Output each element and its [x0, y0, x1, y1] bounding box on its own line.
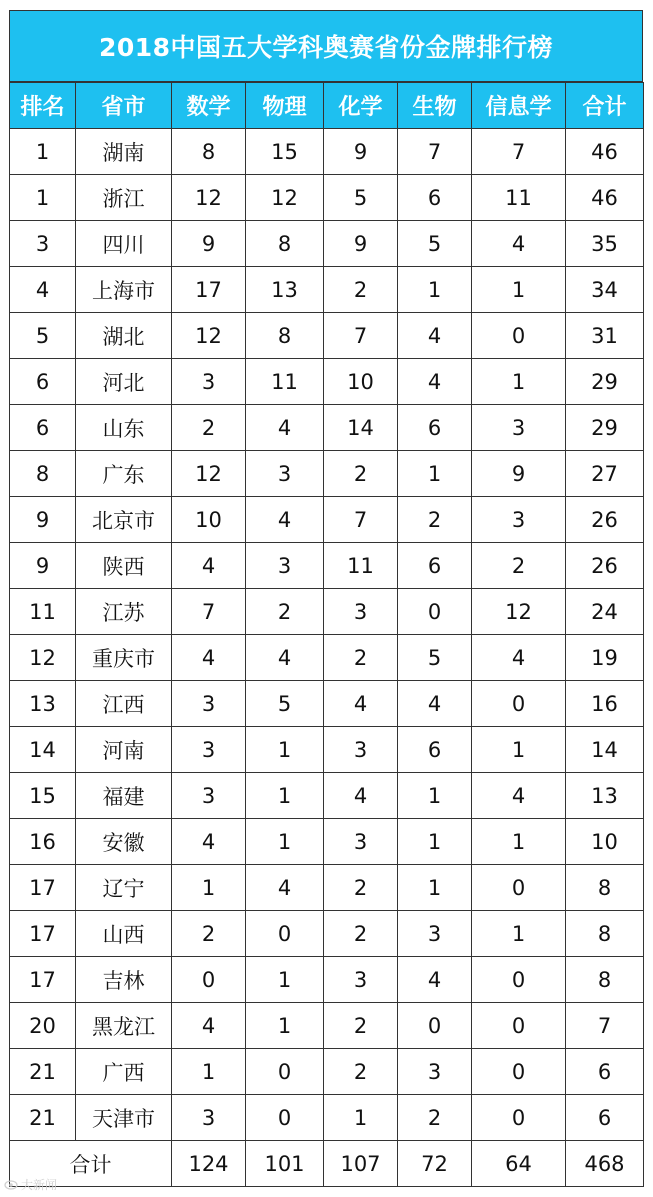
chemistry-cell: 10: [324, 359, 398, 405]
table-row: [10, 267, 644, 313]
math-cell: 4: [172, 635, 246, 681]
informatics-cell: 0: [472, 681, 566, 727]
informatics-cell: 0: [472, 1049, 566, 1095]
physics-cell: 1: [246, 819, 324, 865]
biology-cell: 5: [398, 221, 472, 267]
rank-cell: 14: [10, 727, 76, 773]
rank-cell: 21: [10, 1095, 76, 1141]
total-cell: 8: [566, 865, 644, 911]
informatics-cell: 1: [472, 727, 566, 773]
biology-cell: 1: [398, 451, 472, 497]
rank-cell: 11: [10, 589, 76, 635]
informatics-cell: 0: [472, 865, 566, 911]
province-cell: 重庆市: [76, 635, 172, 681]
biology-cell: 7: [398, 129, 472, 175]
math-cell: 3: [172, 1095, 246, 1141]
chemistry-cell: 7: [324, 497, 398, 543]
biology-cell: 6: [398, 727, 472, 773]
chemistry-cell: 2: [324, 865, 398, 911]
rank-cell: 1: [10, 129, 76, 175]
informatics-cell: 0: [472, 957, 566, 1003]
biology-cell: 3: [398, 1049, 472, 1095]
physics-cell: 1: [246, 957, 324, 1003]
chemistry-cell: 3: [324, 957, 398, 1003]
total-cell: 124: [172, 1141, 246, 1187]
chemistry-cell: 5: [324, 175, 398, 221]
province-cell: 广西: [76, 1049, 172, 1095]
physics-cell: 2: [246, 589, 324, 635]
header-row: [10, 83, 644, 129]
math-cell: 4: [172, 1003, 246, 1049]
province-cell: 浙江: [76, 175, 172, 221]
biology-cell: 1: [398, 773, 472, 819]
physics-cell: 5: [246, 681, 324, 727]
header-chemistry: 化学: [324, 83, 398, 129]
informatics-cell: 4: [472, 773, 566, 819]
informatics-cell: 1: [472, 359, 566, 405]
physics-cell: 13: [246, 267, 324, 313]
biology-cell: 1: [398, 267, 472, 313]
province-cell: 江苏: [76, 589, 172, 635]
physics-cell: 0: [246, 1095, 324, 1141]
total-cell: 19: [566, 635, 644, 681]
total-cell: 6: [566, 1049, 644, 1095]
rank-cell: 6: [10, 359, 76, 405]
total-cell: 16: [566, 681, 644, 727]
table-row: [10, 681, 644, 727]
table-row: [10, 1003, 644, 1049]
biology-cell: 6: [398, 543, 472, 589]
table-title: 2018中国五大学科奥赛省份金牌排行榜: [9, 10, 643, 82]
rank-cell: 5: [10, 313, 76, 359]
chemistry-cell: 3: [324, 727, 398, 773]
table-row: [10, 497, 644, 543]
total-cell: 14: [566, 727, 644, 773]
rank-cell: 12: [10, 635, 76, 681]
chemistry-cell: 4: [324, 773, 398, 819]
biology-cell: 1: [398, 819, 472, 865]
physics-cell: 0: [246, 1049, 324, 1095]
biology-cell: 0: [398, 589, 472, 635]
informatics-cell: 12: [472, 589, 566, 635]
chemistry-cell: 9: [324, 221, 398, 267]
table-row: [10, 451, 644, 497]
math-cell: 8: [172, 129, 246, 175]
total-label: 合计: [10, 1141, 172, 1187]
chemistry-cell: 4: [324, 681, 398, 727]
informatics-cell: 0: [472, 1095, 566, 1141]
physics-cell: 4: [246, 865, 324, 911]
rank-cell: 8: [10, 451, 76, 497]
biology-cell: 2: [398, 497, 472, 543]
header-biology: 生物: [398, 83, 472, 129]
table-row: [10, 405, 644, 451]
informatics-cell: 0: [472, 1003, 566, 1049]
biology-cell: 6: [398, 175, 472, 221]
total-cell: 468: [566, 1141, 644, 1187]
table-row: [10, 221, 644, 267]
watermark: [4, 1176, 57, 1193]
biology-cell: 3: [398, 911, 472, 957]
rank-cell: 3: [10, 221, 76, 267]
physics-cell: 0: [246, 911, 324, 957]
header-rank: 排名: [10, 83, 76, 129]
informatics-cell: 1: [472, 911, 566, 957]
province-cell: 山西: [76, 911, 172, 957]
chemistry-cell: 9: [324, 129, 398, 175]
table-row: [10, 589, 644, 635]
math-cell: 12: [172, 451, 246, 497]
total-cell: 8: [566, 957, 644, 1003]
informatics-cell: 9: [472, 451, 566, 497]
informatics-cell: 1: [472, 819, 566, 865]
total-cell: 64: [472, 1141, 566, 1187]
province-cell: 湖南: [76, 129, 172, 175]
physics-cell: 3: [246, 543, 324, 589]
informatics-cell: 3: [472, 405, 566, 451]
table-row: [10, 129, 644, 175]
biology-cell: 2: [398, 1095, 472, 1141]
table-row: [10, 1095, 644, 1141]
chemistry-cell: 14: [324, 405, 398, 451]
math-cell: 1: [172, 865, 246, 911]
table-row: [10, 773, 644, 819]
table-row: [10, 175, 644, 221]
province-cell: 河北: [76, 359, 172, 405]
chemistry-cell: 7: [324, 313, 398, 359]
total-cell: 8: [566, 911, 644, 957]
header-physics: 物理: [246, 83, 324, 129]
total-cell: 29: [566, 359, 644, 405]
rank-cell: 17: [10, 957, 76, 1003]
total-cell: 24: [566, 589, 644, 635]
math-cell: 3: [172, 681, 246, 727]
rank-cell: 4: [10, 267, 76, 313]
math-cell: 9: [172, 221, 246, 267]
table-row: [10, 727, 644, 773]
total-row: [10, 1141, 644, 1187]
table-row: [10, 957, 644, 1003]
biology-cell: 6: [398, 405, 472, 451]
math-cell: 2: [172, 911, 246, 957]
informatics-cell: 4: [472, 221, 566, 267]
table-row: [10, 819, 644, 865]
total-cell: 31: [566, 313, 644, 359]
chemistry-cell: 2: [324, 911, 398, 957]
chemistry-cell: 2: [324, 1003, 398, 1049]
physics-cell: 15: [246, 129, 324, 175]
province-cell: 上海市: [76, 267, 172, 313]
table-row: [10, 865, 644, 911]
header-informatics: 信息学: [472, 83, 566, 129]
total-cell: 72: [398, 1141, 472, 1187]
biology-cell: 0: [398, 1003, 472, 1049]
province-cell: 安徽: [76, 819, 172, 865]
biology-cell: 4: [398, 313, 472, 359]
province-cell: 湖北: [76, 313, 172, 359]
province-cell: 辽宁: [76, 865, 172, 911]
rank-cell: 9: [10, 497, 76, 543]
chemistry-cell: 2: [324, 451, 398, 497]
physics-cell: 4: [246, 405, 324, 451]
rank-cell: 1: [10, 175, 76, 221]
biology-cell: 4: [398, 681, 472, 727]
province-cell: 北京市: [76, 497, 172, 543]
total-cell: 35: [566, 221, 644, 267]
physics-cell: 3: [246, 451, 324, 497]
rank-cell: 16: [10, 819, 76, 865]
chemistry-cell: 2: [324, 635, 398, 681]
eye-logo-icon: [4, 1179, 18, 1191]
province-cell: 河南: [76, 727, 172, 773]
total-cell: 46: [566, 129, 644, 175]
chemistry-cell: 2: [324, 1049, 398, 1095]
physics-cell: 1: [246, 727, 324, 773]
header-province: 省市: [76, 83, 172, 129]
biology-cell: 1: [398, 865, 472, 911]
medal-ranking-table: [9, 82, 644, 1187]
informatics-cell: 7: [472, 129, 566, 175]
informatics-cell: 3: [472, 497, 566, 543]
chemistry-cell: 11: [324, 543, 398, 589]
province-cell: 陕西: [76, 543, 172, 589]
physics-cell: 12: [246, 175, 324, 221]
chemistry-cell: 3: [324, 589, 398, 635]
rank-cell: 15: [10, 773, 76, 819]
rank-cell: 6: [10, 405, 76, 451]
chemistry-cell: 3: [324, 819, 398, 865]
header-total: 合计: [566, 83, 644, 129]
informatics-cell: 2: [472, 543, 566, 589]
table-row: [10, 635, 644, 681]
header-math: 数学: [172, 83, 246, 129]
total-cell: 13: [566, 773, 644, 819]
chemistry-cell: 2: [324, 267, 398, 313]
physics-cell: 1: [246, 773, 324, 819]
chemistry-cell: 1: [324, 1095, 398, 1141]
rank-cell: 17: [10, 865, 76, 911]
informatics-cell: 1: [472, 267, 566, 313]
total-cell: 6: [566, 1095, 644, 1141]
table-row: [10, 313, 644, 359]
total-cell: 27: [566, 451, 644, 497]
math-cell: 12: [172, 313, 246, 359]
math-cell: 4: [172, 543, 246, 589]
math-cell: 3: [172, 359, 246, 405]
table-row: [10, 359, 644, 405]
math-cell: 3: [172, 773, 246, 819]
total-cell: 46: [566, 175, 644, 221]
informatics-cell: 0: [472, 313, 566, 359]
math-cell: 3: [172, 727, 246, 773]
total-cell: 26: [566, 497, 644, 543]
biology-cell: 4: [398, 359, 472, 405]
math-cell: 1: [172, 1049, 246, 1095]
math-cell: 7: [172, 589, 246, 635]
rank-cell: 17: [10, 911, 76, 957]
province-cell: 广东: [76, 451, 172, 497]
math-cell: 0: [172, 957, 246, 1003]
total-cell: 26: [566, 543, 644, 589]
rank-cell: 21: [10, 1049, 76, 1095]
informatics-cell: 4: [472, 635, 566, 681]
total-cell: 10: [566, 819, 644, 865]
math-cell: 2: [172, 405, 246, 451]
total-cell: 101: [246, 1141, 324, 1187]
province-cell: 四川: [76, 221, 172, 267]
rank-cell: 9: [10, 543, 76, 589]
table-row: [10, 1049, 644, 1095]
table-body: [10, 129, 644, 1141]
province-cell: 吉林: [76, 957, 172, 1003]
biology-cell: 4: [398, 957, 472, 1003]
biology-cell: 5: [398, 635, 472, 681]
math-cell: 17: [172, 267, 246, 313]
province-cell: 福建: [76, 773, 172, 819]
informatics-cell: 11: [472, 175, 566, 221]
math-cell: 12: [172, 175, 246, 221]
math-cell: 4: [172, 819, 246, 865]
total-cell: 29: [566, 405, 644, 451]
watermark-text: 大新闻: [21, 1178, 58, 1192]
rank-cell: 13: [10, 681, 76, 727]
total-cell: 7: [566, 1003, 644, 1049]
province-cell: 江西: [76, 681, 172, 727]
table-row: [10, 911, 644, 957]
physics-cell: 4: [246, 635, 324, 681]
physics-cell: 1: [246, 1003, 324, 1049]
physics-cell: 8: [246, 313, 324, 359]
province-cell: 天津市: [76, 1095, 172, 1141]
total-cell: 107: [324, 1141, 398, 1187]
physics-cell: 11: [246, 359, 324, 405]
rank-cell: 20: [10, 1003, 76, 1049]
physics-cell: 4: [246, 497, 324, 543]
province-cell: 黑龙江: [76, 1003, 172, 1049]
total-cell: 34: [566, 267, 644, 313]
table-row: [10, 543, 644, 589]
physics-cell: 8: [246, 221, 324, 267]
math-cell: 10: [172, 497, 246, 543]
province-cell: 山东: [76, 405, 172, 451]
